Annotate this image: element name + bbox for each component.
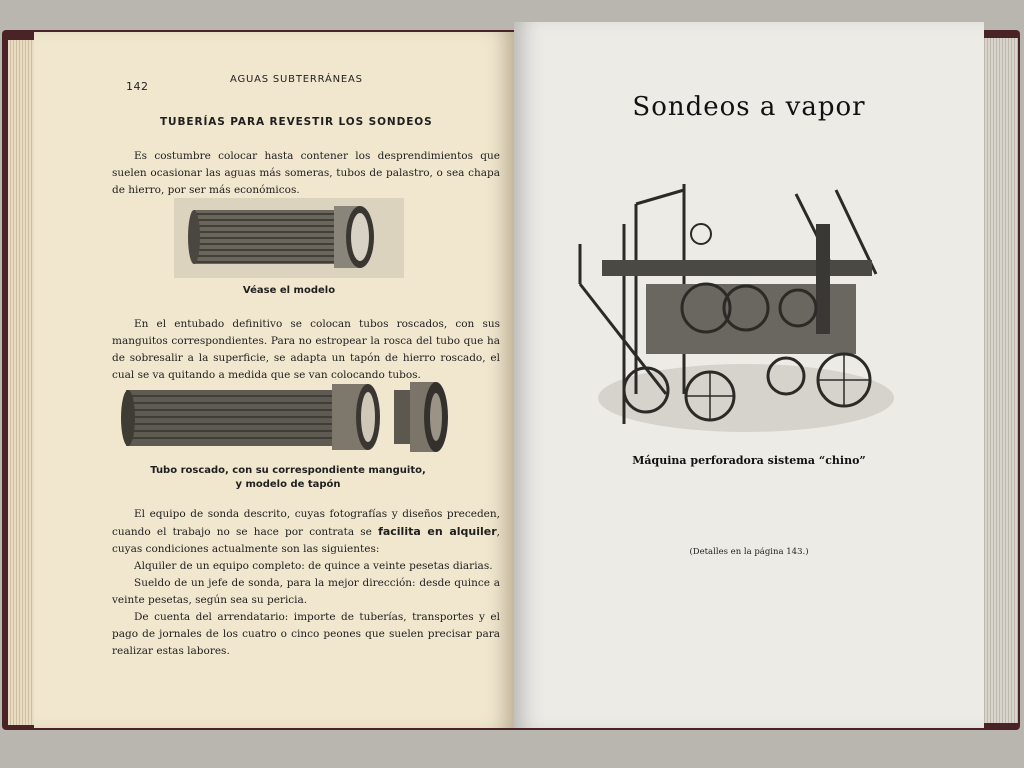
plate-figure-caption: Máquina perforadora sistema “chino” (632, 454, 866, 467)
drilling-machine-illustration (576, 184, 896, 434)
paragraph-2: En el entubado definitivo se colocan tubos roscados, con sus manguitos correspondientes. Para no estropear la rosca del tubo que ha de sobresalir a la superficie, se adapta un tapón de hierro roscado, el cual se va quitando a medida que se van colocando tubos. (112, 318, 500, 381)
threaded-tube-illustration (118, 380, 458, 456)
figure-2-caption (118, 464, 458, 492)
paragraph-4: Alquiler de un equipo completo: de quince a veinte pesetas diarias. (134, 560, 493, 572)
section-title: TUBERÍAS PARA REVESTIR LOS SONDEOS (160, 116, 433, 128)
plate-title: Sondeos a vapor (632, 92, 866, 122)
right-page (514, 22, 984, 728)
plate-note: (Detalles en la página 143.) (689, 547, 809, 557)
figure-2-caption-line-2: y modelo de tapón (235, 479, 341, 490)
page-number: 142 (126, 80, 149, 93)
paragraph-3-text: El equipo de sonda descrito, cuyas fotografías y diseños preceden, cuando el trabajo no se hace por contrata se (112, 508, 500, 538)
plate-tube-illustration (174, 198, 404, 278)
left-page (34, 32, 514, 728)
figure-1-caption: Véase el modelo (242, 285, 336, 296)
paragraph-3-bold: facilita en alquiler (378, 525, 497, 538)
figure-2-caption-line-1: Tubo roscado, con su correspondiente manguito, (150, 465, 426, 476)
paragraph-6: De cuenta del arrendatario: importe de tuberías, transportes y el pago de jornales de los cuatro o cinco peones que suelen precisar para realizar estas labores. (112, 611, 500, 657)
running-header: AGUAS SUBTERRÁNEAS (230, 74, 363, 85)
paragraph-5: Sueldo de un jefe de sonda, para la mejor dirección: desde quince a veinte pesetas, según sea su pericia. (112, 577, 500, 606)
paragraph-3-end: , cuyas condiciones actualmente son las siguientes: (112, 526, 501, 555)
paragraph-3 (112, 506, 500, 660)
paragraph-1: Es costumbre colocar hasta contener los desprendimientos que suelen ocasionar las aguas más someras, tubos de palastro, o sea chapa de hierro, por ser más económicos. (112, 150, 500, 196)
right-page-edges (982, 38, 1018, 723)
